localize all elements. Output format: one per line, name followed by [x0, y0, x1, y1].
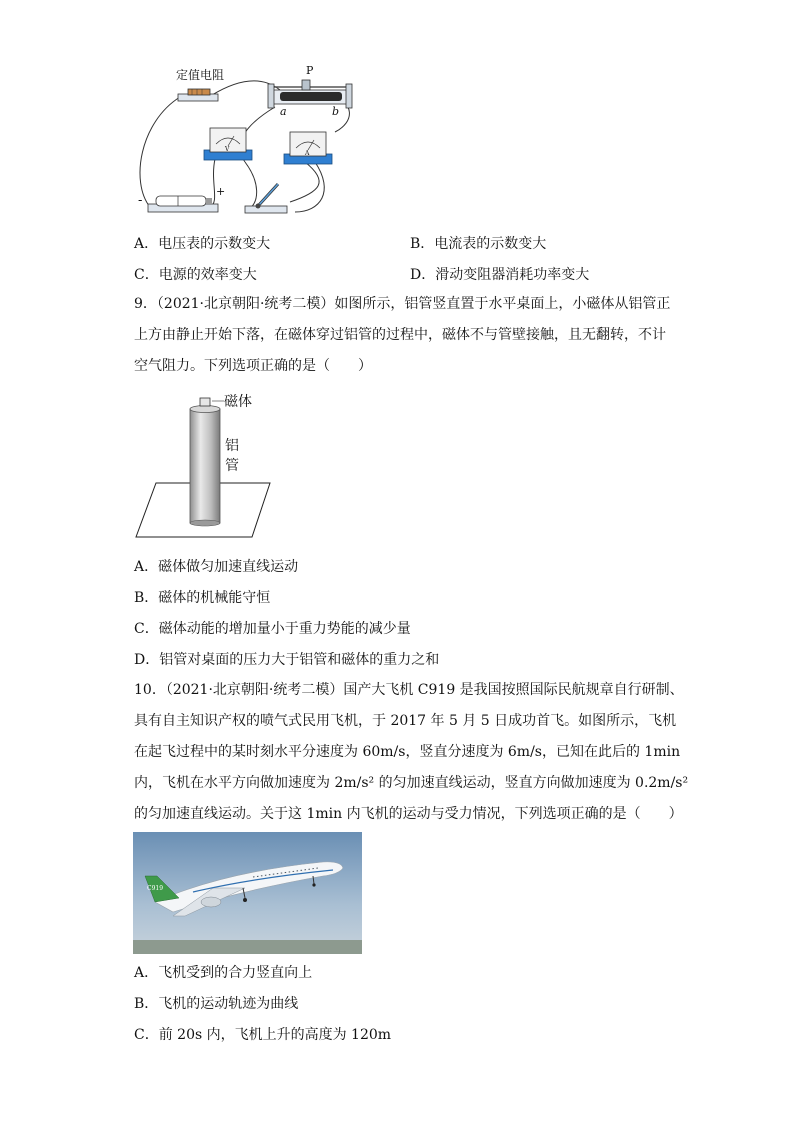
q10-option-b[interactable]: B．飞机的运动轨迹为曲线: [134, 996, 299, 1012]
wire: [140, 97, 180, 207]
q10-option-c[interactable]: C．前 20s 内，飞机上升的高度为 120m: [134, 1027, 392, 1043]
voltmeter-symbol: V: [225, 146, 230, 153]
battery-minus: -: [138, 193, 143, 208]
fixed-resistor: [178, 89, 218, 101]
circuit-diagram: [130, 62, 365, 222]
tube-label-2: 管: [225, 458, 239, 474]
q9-stem-line-2: 上方由静止开始下落，在磁体穿过铝管的过程中，磁体不与管壁接触，且无翻转，不计: [134, 327, 666, 343]
c919-photo: [133, 832, 362, 954]
battery-plus: +: [216, 185, 226, 198]
q10-stem-line-4: 内，飞机在水平方向做加速度为 2m/s² 的匀加速直线运动，竖直方向做加速度为 0.2m/s²: [134, 775, 689, 791]
wire: [295, 162, 324, 212]
tube-diagram: [134, 388, 279, 540]
q10-stem-line-3: 在起飞过程中的某时刻水平分速度为 60m/s，竖直分速度为 6m/s，已知在此后的 1min: [134, 744, 681, 760]
q10-stem-line-1: 10．（2021·北京朝阳·统考二模）国产大飞机 C919 是我国按照国际民航规章自行研制、: [134, 682, 684, 698]
q8-option-d[interactable]: D．滑动变阻器消耗功率变大: [410, 267, 590, 283]
tube-label-1: 铝: [225, 438, 239, 454]
wire: [245, 162, 257, 210]
switch: [245, 184, 287, 213]
q9-option-d[interactable]: D．铝管对桌面的压力大于铝管和磁体的重力之和: [134, 652, 440, 668]
q8-option-c[interactable]: C．电源的效率变大: [134, 267, 257, 283]
magnet-label: 磁体: [224, 394, 252, 410]
slider-label: P: [306, 64, 314, 77]
resistor-label: 定值电阻: [176, 68, 225, 82]
ammeter: [284, 132, 332, 164]
q9-option-b[interactable]: B．磁体的机械能守恒: [134, 590, 271, 606]
aluminum-tube: [190, 409, 220, 523]
wire: [290, 162, 319, 202]
q8-option-a[interactable]: A．电压表的示数变大: [134, 236, 271, 252]
q8-option-b[interactable]: B．电流表的示数变大: [410, 236, 547, 252]
q10-stem-line-5: 的匀加速直线运动。关于这 1min 内飞机的运动与受力情况，下列选项正确的是（ ）: [134, 806, 683, 822]
q9-stem-line-3: 空气阻力。下列选项正确的是（ ）: [134, 358, 372, 374]
q9-stem-line-1: 9．（2021·北京朝阳·统考二模）如图所示，铝管竖直置于水平桌面上，小磁体从铝管正: [134, 296, 671, 312]
tail-text: C919: [147, 885, 164, 892]
q10-option-a[interactable]: A．飞机受到的合力竖直向上: [134, 965, 313, 981]
rheostat: [268, 80, 352, 108]
engine: [201, 897, 221, 907]
terminal-b-label: b: [332, 105, 340, 118]
circuit-figure: [130, 62, 365, 222]
ammeter-symbol: A: [305, 150, 310, 157]
magnet: [200, 398, 210, 406]
plane-image: [133, 832, 362, 954]
terminal-a-label: a: [280, 105, 287, 118]
q9-option-c[interactable]: C．磁体动能的增加量小于重力势能的减少量: [134, 621, 411, 637]
q9-option-a[interactable]: A．磁体做匀加速直线运动: [134, 559, 299, 575]
aluminum-tube-figure: [134, 388, 279, 540]
battery: [148, 196, 218, 212]
q10-stem-line-2: 具有自主知识产权的喷气式民用飞机，于 2017 年 5 月 5 日成功首飞。如图所示，飞机: [134, 713, 677, 729]
voltmeter: [204, 128, 252, 160]
